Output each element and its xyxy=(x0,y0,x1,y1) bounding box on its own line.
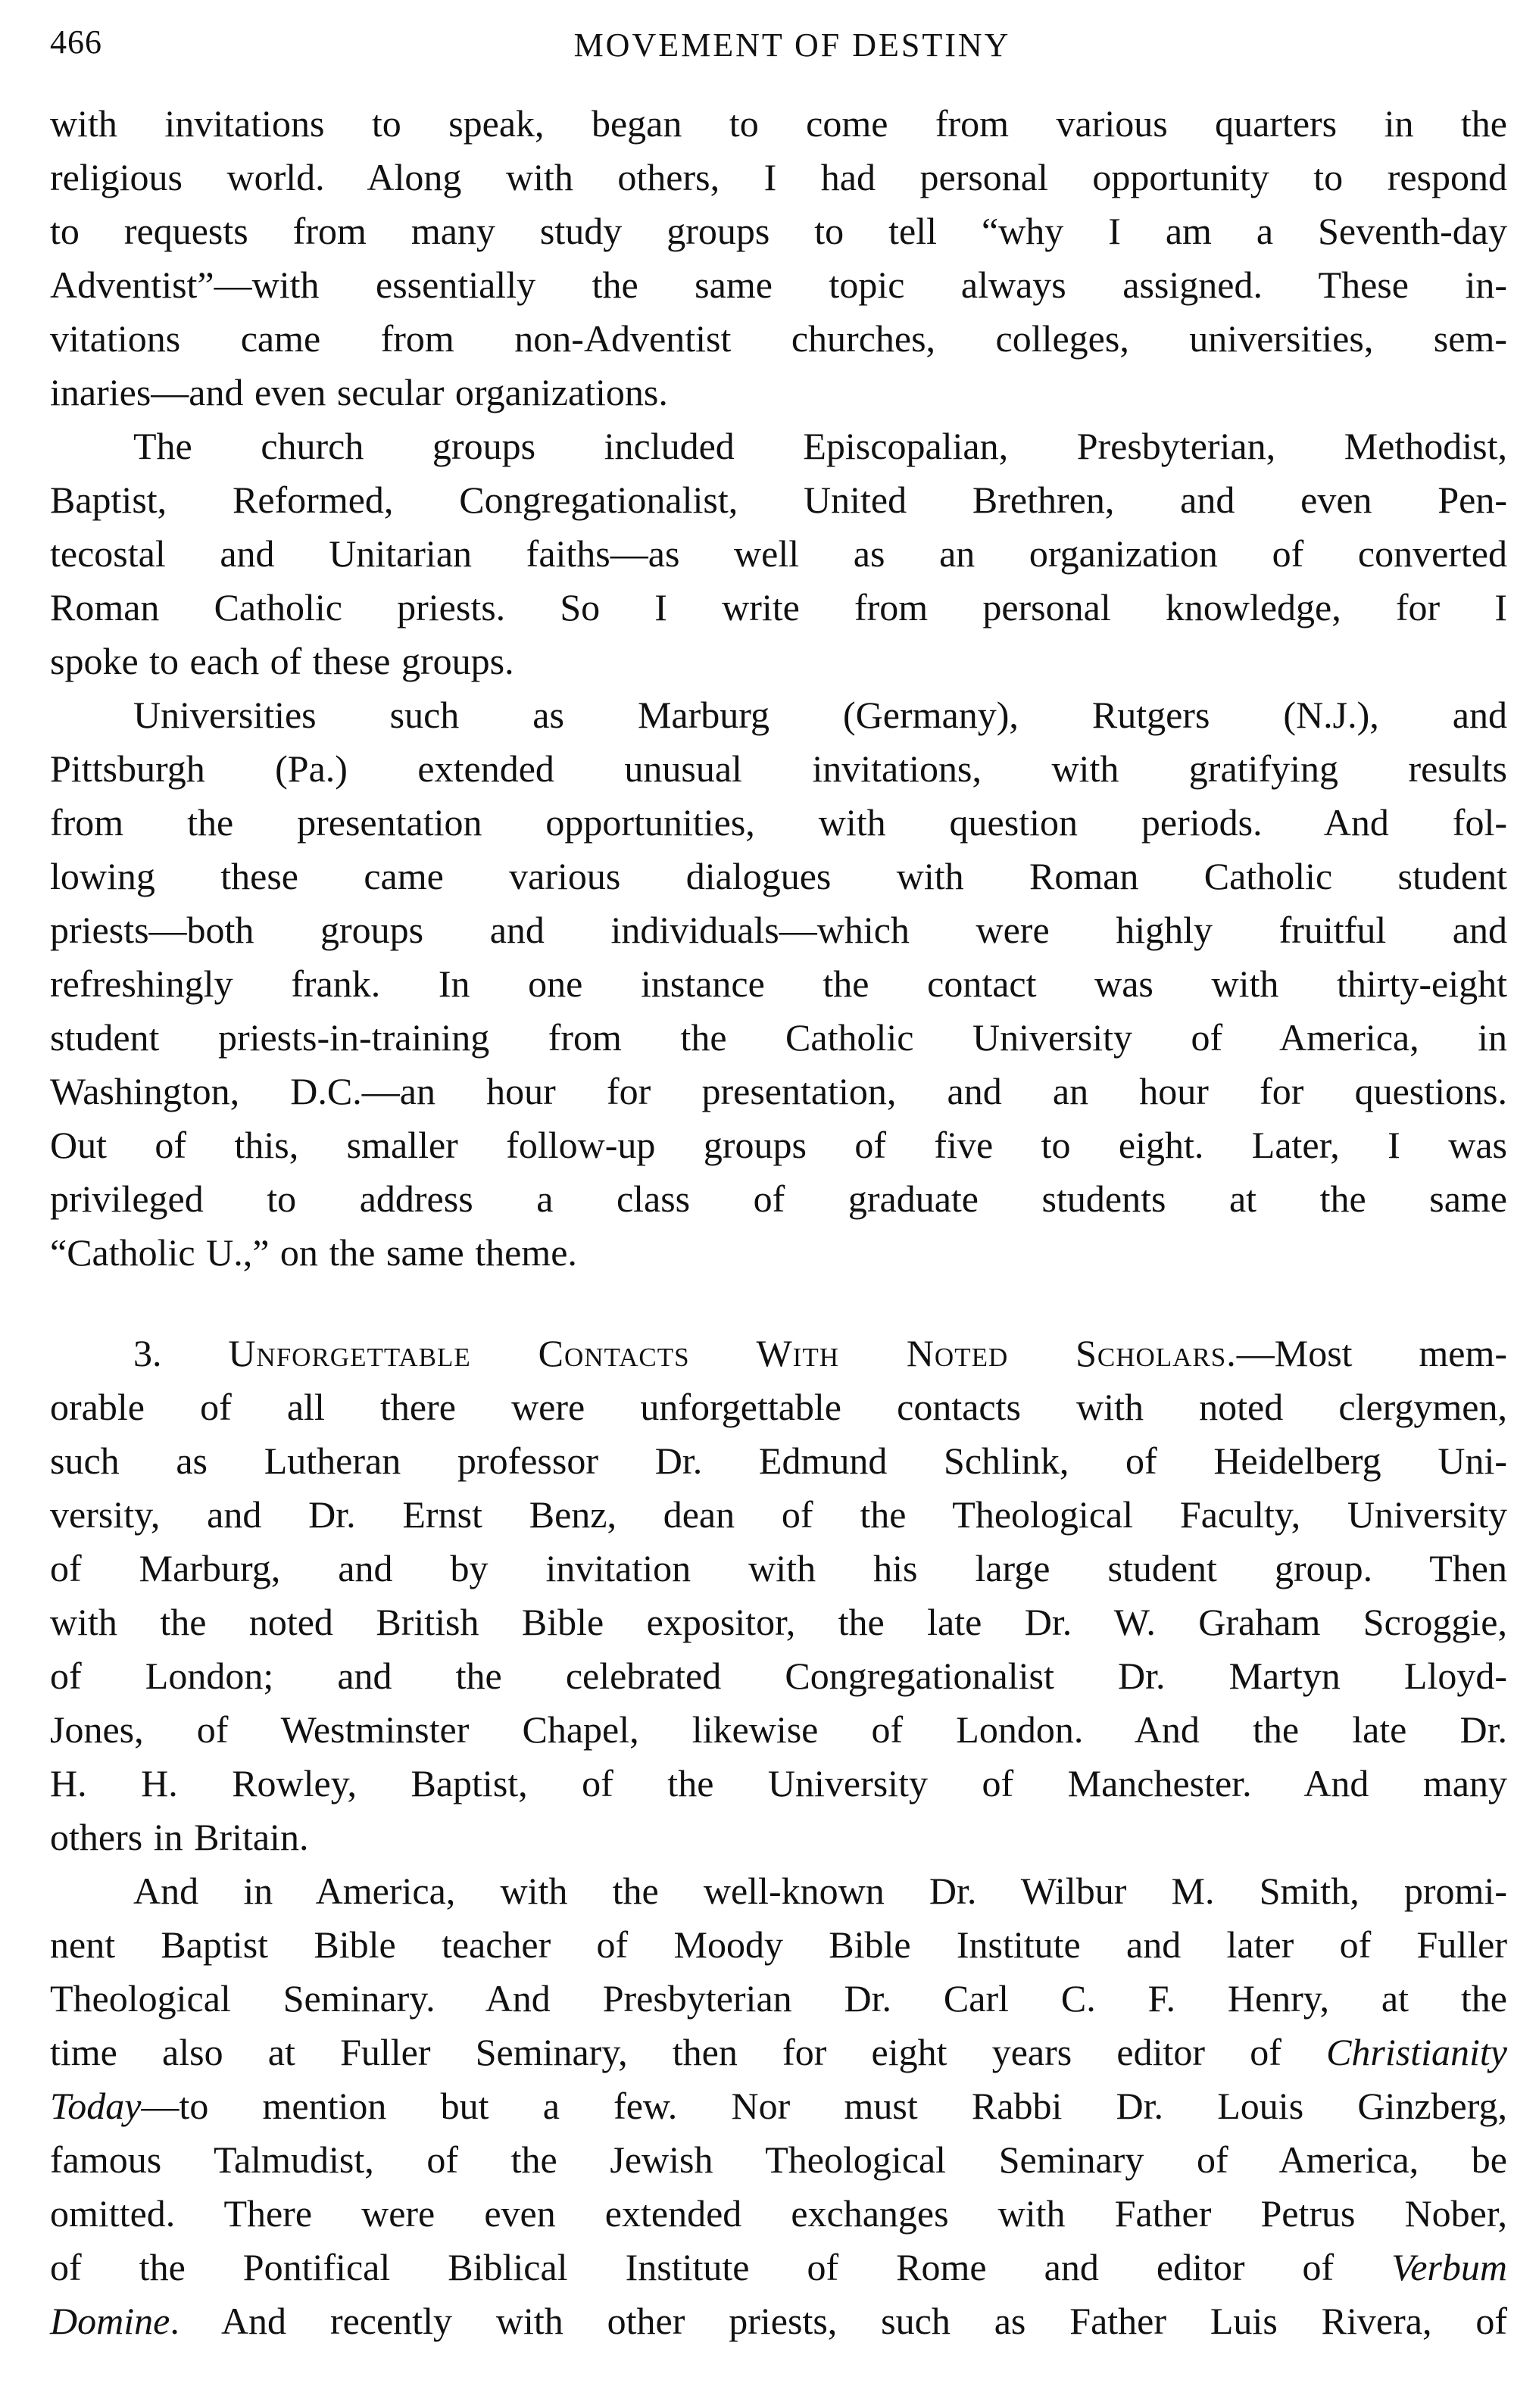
text-line: lowing these came various dialogues with Roman Catholic student xyxy=(50,855,1507,897)
text-run: —Most mem- xyxy=(1236,1332,1507,1374)
section-heading-line xyxy=(50,1327,1507,1380)
text-line: H. H. Rowley, Baptist, of the University of Manchester. And many xyxy=(50,1762,1507,1804)
text-line: refreshingly frank. In one instance the contact was with thirty-eight xyxy=(50,962,1507,1005)
text-line: of London; and the celebrated Congregationalist Dr. Martyn Lloyd- xyxy=(50,1655,1507,1697)
text-line: Pittsburgh (Pa.) extended unusual invitations, with gratifying results xyxy=(50,747,1507,790)
running-title: MOVEMENT OF DESTINY xyxy=(573,27,1011,64)
text-run: . And recently with other priests, such as Father Luis Rivera, of xyxy=(170,2300,1507,2342)
text-line: Theological Seminary. And Presbyterian Dr. Carl C. F. Henry, at the xyxy=(50,1977,1507,2020)
text-run: —to mention but a few. Nor must Rabbi Dr. Louis Ginzberg, xyxy=(141,2085,1507,2127)
page-header xyxy=(50,23,1504,68)
text-line: Baptist, Reformed, Congregationalist, United Brethren, and even Pen- xyxy=(50,479,1507,521)
text-line xyxy=(50,2294,1507,2348)
page-number: 466 xyxy=(50,23,102,61)
text-line: priests—both groups and individuals—which were highly fruitful and xyxy=(50,909,1507,951)
text-line: Jones, of Westminster Chapel, likewise of London. And the late Dr. xyxy=(50,1708,1507,1751)
text-line: The church groups included Episcopalian, Presbyterian, Methodist, xyxy=(133,425,1507,467)
text-line: privileged to address a class of graduate students at the same xyxy=(50,1177,1507,1220)
paragraph-4 xyxy=(50,1327,1507,1864)
text-line: religious world. Along with others, I had personal opportunity to respond xyxy=(50,156,1507,198)
text-line: Adventist”—with essentially the same topic always assigned. These in- xyxy=(50,264,1507,306)
paragraph-3 xyxy=(50,688,1507,1280)
text-line xyxy=(50,2026,1507,2079)
text-run: of the Pontifical Biblical Institute of Rome and editor of xyxy=(50,2246,1392,2288)
italic-title: Today xyxy=(50,2085,142,2127)
text-line: famous Talmudist, of the Jewish Theological Seminary of America, be xyxy=(50,2138,1507,2181)
section-number: 3. xyxy=(133,1332,162,1374)
text-line xyxy=(50,2241,1507,2294)
text-line: “Catholic U.,” on the same theme. xyxy=(50,1231,577,1274)
text-line: inaries—and even secular organizations. xyxy=(50,371,668,413)
text-line: Washington, D.C.—an hour for presentation, and an hour for questions. xyxy=(50,1070,1507,1112)
text-line: Out of this, smaller follow-up groups of five to eight. Later, I was xyxy=(50,1124,1507,1166)
text-line: with invitations to speak, began to come from various quarters in the xyxy=(50,102,1507,145)
paragraph-2 xyxy=(50,420,1507,688)
text-line: to requests from many study groups to tell “why I am a Seventh-day xyxy=(50,210,1507,252)
text-line: versity, and Dr. Ernst Benz, dean of the Theological Faculty, University xyxy=(50,1493,1507,1536)
italic-title: Christianity xyxy=(1326,2031,1507,2073)
text-line: of Marburg, and by invitation with his large student group. Then xyxy=(50,1547,1507,1589)
text-line: And in America, with the well-known Dr. Wilbur M. Smith, promi- xyxy=(133,1870,1507,1912)
text-line: spoke to each of these groups. xyxy=(50,640,514,682)
text-run: time also at Fuller Seminary, then for eight years editor of xyxy=(50,2031,1327,2073)
text-line: such as Lutheran professor Dr. Edmund Schlink, of Heidelberg Uni- xyxy=(50,1439,1507,1482)
italic-title: Verbum xyxy=(1391,2246,1507,2288)
section-heading: Unforgettable Contacts With Noted Scholars. xyxy=(228,1332,1237,1374)
paragraph-5 xyxy=(50,1864,1507,2348)
text-line: vitations came from non-Adventist churches, colleges, universities, sem- xyxy=(50,317,1507,360)
text-line: with the noted British Bible expositor, the late Dr. W. Graham Scroggie, xyxy=(50,1601,1507,1643)
text-line: student priests-in-training from the Catholic University of America, in xyxy=(50,1016,1507,1059)
paragraph-1 xyxy=(50,97,1507,420)
text-line: orable of all there were unforgettable contacts with noted clergymen, xyxy=(50,1386,1507,1428)
page-body xyxy=(50,97,1507,2348)
text-line: nent Baptist Bible teacher of Moody Bible Institute and later of Fuller xyxy=(50,1923,1507,1966)
text-line: others in Britain. xyxy=(50,1816,309,1858)
text-line: from the presentation opportunities, with question periods. And fol- xyxy=(50,801,1507,844)
italic-title: Domine xyxy=(50,2300,170,2342)
text-line: tecostal and Unitarian faiths—as well as an organization of converted xyxy=(50,532,1507,575)
text-line: Universities such as Marburg (Germany), Rutgers (N.J.), and xyxy=(133,694,1507,736)
text-line: omitted. There were even extended exchanges with Father Petrus Nober, xyxy=(50,2192,1507,2235)
section-gap xyxy=(50,1280,1507,1327)
text-line xyxy=(50,2079,1507,2133)
text-line: Roman Catholic priests. So I write from personal knowledge, for I xyxy=(50,586,1507,629)
